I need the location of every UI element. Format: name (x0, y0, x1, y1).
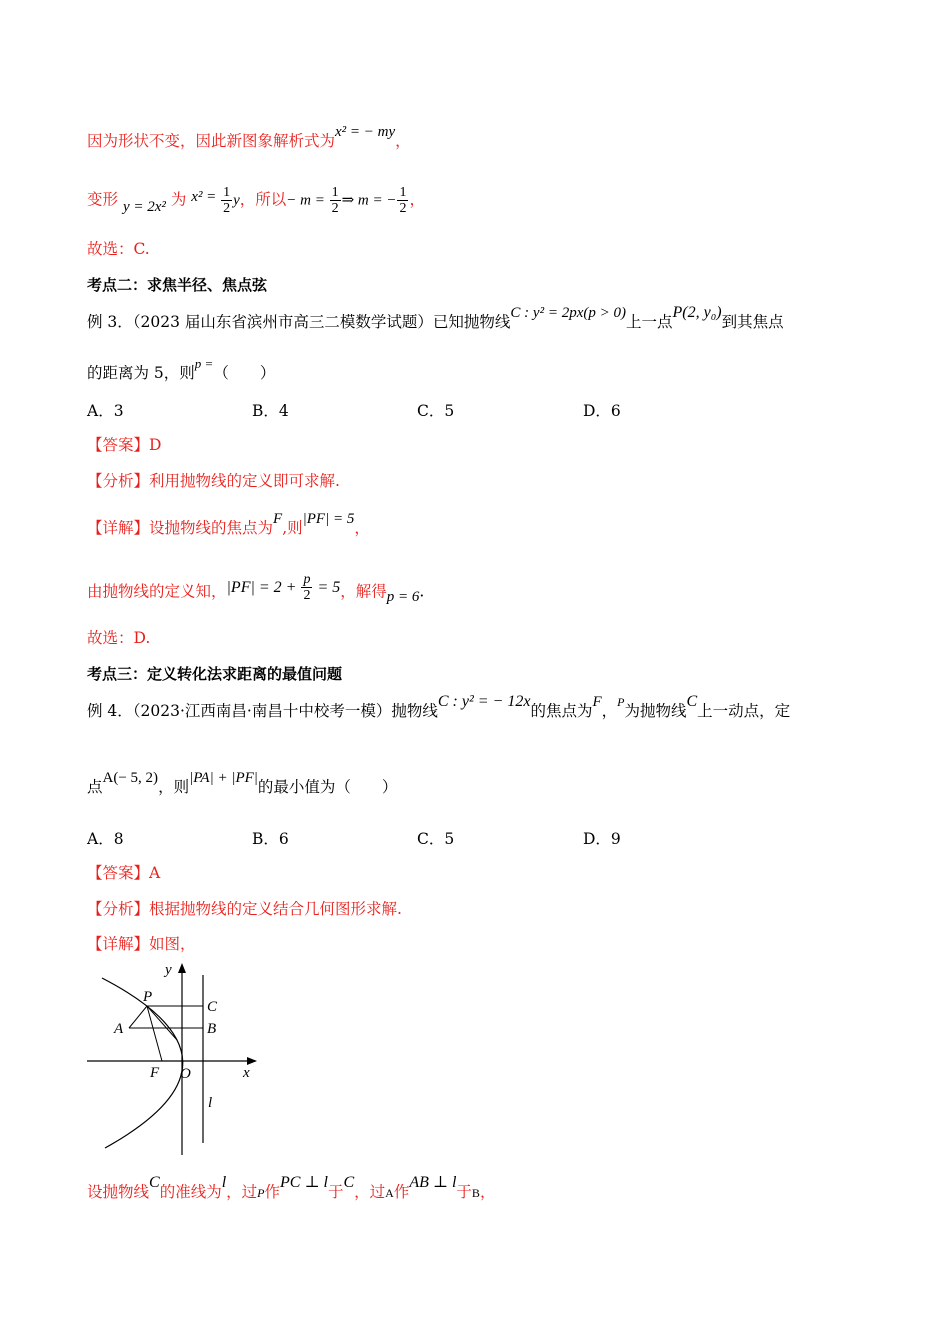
detail-last-line (87, 1174, 496, 1203)
option-a: A．3 (87, 402, 124, 420)
text: 为 (170, 190, 187, 209)
equation: |PA| + |PF| (189, 770, 258, 786)
equation: x² = − my (335, 124, 396, 140)
equation: = 5 (313, 578, 341, 596)
label-f: F (150, 1065, 160, 1081)
equation: A (385, 1186, 394, 1200)
text: 变形 (87, 190, 119, 209)
section-heading: 考点二：求焦半径、焦点弦 (87, 276, 268, 294)
example-4-question (87, 693, 791, 722)
equation: P (617, 695, 625, 709)
text: ， (409, 190, 425, 209)
text: 的最小值为（ ） (257, 778, 398, 796)
text: 到其焦点 (721, 313, 784, 331)
segment-pa (129, 1006, 147, 1028)
label-l: l (208, 1095, 213, 1111)
equation: l (221, 1174, 227, 1191)
equation: C (686, 693, 698, 710)
parabola-figure (87, 960, 267, 1155)
option-c: C．5 (417, 402, 455, 420)
text: 作 (264, 1183, 281, 1201)
label-y: y (165, 962, 172, 978)
text: 上一点 (625, 313, 673, 331)
text: ，则 (158, 778, 190, 796)
fraction: $\frac{1}{2}$ (331, 185, 339, 216)
text: 为抛物线 (624, 702, 687, 720)
text: 上一动点，定 (697, 702, 791, 720)
text: 因为形状不变，因此新图象解析式为 (87, 132, 336, 150)
text: ， (601, 702, 618, 720)
option-b: B．4 (252, 402, 289, 420)
equation: PC ⊥ l (280, 1174, 328, 1191)
label-x: x (243, 1065, 250, 1081)
equation: y = 2x² (122, 198, 166, 215)
equation: F (273, 511, 283, 527)
text: 于 (327, 1183, 344, 1201)
equation: p = 6 (386, 588, 420, 605)
choice-line: 故选：D. (87, 629, 151, 647)
fraction: $\frac{1}{2}$ (399, 185, 407, 216)
text: 作 (393, 1183, 410, 1201)
option-d: D．6 (583, 402, 621, 420)
equation: C (149, 1174, 160, 1191)
y-axis-arrow (178, 963, 186, 973)
option-d: D．9 (583, 830, 621, 848)
solution-line-1 (87, 124, 411, 152)
solution-line-2 (87, 185, 425, 216)
equation: C : y² = 2px(p > 0) (510, 305, 626, 321)
option-c: C．5 (417, 830, 455, 848)
text: 于 (456, 1183, 472, 1201)
equation: A(− 5, 2) (102, 770, 159, 786)
text: ， (354, 519, 370, 537)
x-axis-arrow (247, 1057, 257, 1065)
text: 例 4．（2023·江西南昌·南昌十中校考一模）抛物线 (87, 702, 438, 720)
equation: y (233, 192, 240, 209)
equation: ⇒ m = − (341, 192, 397, 209)
text: ，解得 (340, 582, 387, 601)
detail (87, 511, 370, 539)
answer: 【答案】A (87, 864, 161, 882)
text: 【详解】设抛物线的焦点为 (87, 519, 274, 537)
equation: AB ⊥ l (409, 1174, 457, 1191)
text: 设抛物线 (87, 1183, 150, 1201)
label-c: C (207, 999, 218, 1015)
answer: 【答案】D (87, 436, 162, 454)
text: ，过 (354, 1183, 386, 1201)
label-b: B (207, 1021, 217, 1037)
text: 由抛物线的定义知， (87, 582, 227, 601)
fraction: $\frac{1}{2}$ (223, 185, 231, 216)
equation: |PF| = 2 + (226, 578, 301, 596)
equation: F (592, 694, 602, 710)
text: ， (479, 1183, 496, 1201)
equation: p = (194, 356, 214, 371)
text: （ ） (213, 364, 276, 382)
label-p: P (143, 989, 153, 1005)
text: 的准线为 (159, 1183, 222, 1201)
equation: P (257, 1186, 265, 1200)
label-a: A (114, 1021, 124, 1037)
text: ，所以 (239, 190, 287, 209)
equation: P(2, y₀) (672, 304, 722, 321)
equation: − m = (286, 192, 329, 209)
analysis: 【分析】利用抛物线的定义即可求解. (87, 472, 340, 490)
equation: x² = (191, 188, 221, 205)
text: 的距离为 5，则 (87, 364, 195, 382)
text: . (419, 582, 425, 601)
equation: |PF| = 5 (302, 511, 355, 527)
detail: 【详解】如图， (87, 935, 196, 953)
example-3-question-cont (87, 356, 276, 384)
equation: B (471, 1186, 480, 1200)
text: 的焦点为 (530, 702, 593, 720)
text: 例 3．（2023 届山东省滨州市高三二模数学试题）已知抛物线 (87, 313, 511, 331)
choice-line: 故选：C. (87, 240, 150, 258)
label-o: O (180, 1066, 191, 1082)
text: ， (395, 132, 411, 150)
section-heading: 考点三：定义转化法求距离的最值问题 (87, 665, 343, 683)
fraction: $\frac{p}{2}$ (303, 572, 311, 603)
text: ，过 (226, 1183, 258, 1201)
detail-2 (87, 572, 425, 608)
example-4-question-cont (87, 770, 398, 798)
text: 点 (87, 778, 103, 796)
equation: C (343, 1174, 355, 1191)
option-a: A．8 (87, 830, 124, 848)
example-3-question (87, 304, 784, 333)
text: ,则 (282, 519, 303, 537)
analysis: 【分析】根据抛物线的定义结合几何图形求解. (87, 900, 402, 918)
equation: C : y² = − 12x (437, 693, 531, 710)
option-b: B．6 (252, 830, 289, 848)
